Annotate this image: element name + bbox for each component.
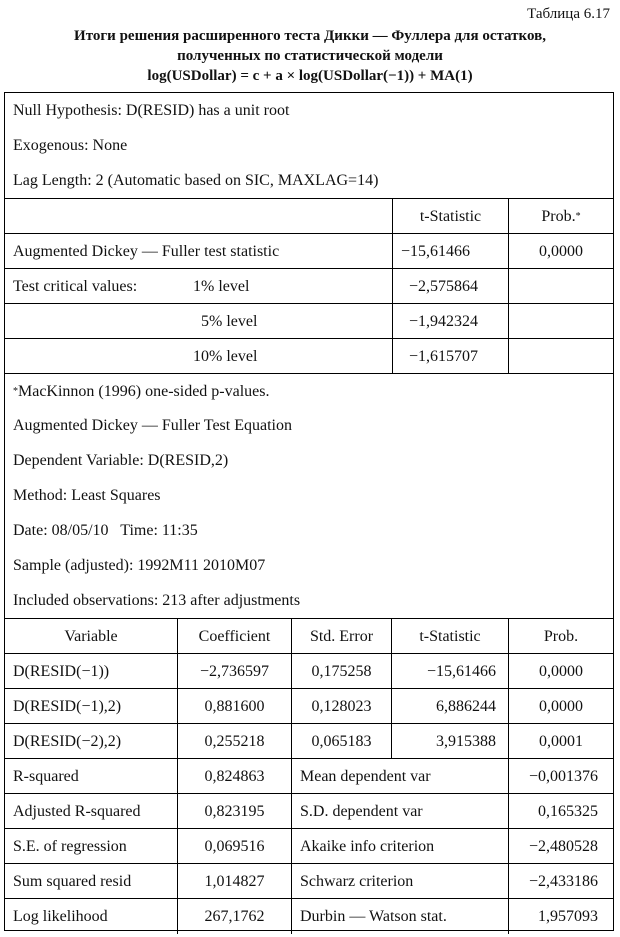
null-hypothesis: Null Hypothesis: D(RESID) has a unit root <box>13 101 290 119</box>
table-number: Таблица 6.17 <box>527 6 610 22</box>
t-statistic-cell: 3,915388 <box>391 724 508 759</box>
col-tstat: t-Statistic <box>392 199 508 234</box>
stat-label: S.D. dependent var <box>291 794 508 829</box>
info-row <box>5 513 613 548</box>
col-variable: Variable <box>64 627 118 645</box>
stat-label: Mean dependent var <box>291 759 508 794</box>
std-error-cell: 0,065183 <box>291 724 391 759</box>
lag-length: Lag Length: 2 (Automatic based on SIC, MAXLAG=14) <box>13 171 379 189</box>
adf-stat-prob: 0,0000 <box>508 234 613 269</box>
method: Method: Least Squares <box>13 486 161 504</box>
crit-prob-empty <box>508 304 613 339</box>
info-row <box>5 408 613 443</box>
mackinnon-note: * MacKinnon (1996) one-sided p-values. <box>13 382 270 400</box>
stat-label: Schwarz criterion <box>291 864 508 899</box>
title-line: полученных по статистической модели <box>177 48 443 64</box>
crit-level: 1% level <box>193 277 250 295</box>
stat-label: R-squared <box>13 767 79 785</box>
coefficient-cell: 0,881600 <box>177 689 291 724</box>
stat-value: −2,433186 <box>508 864 613 899</box>
stat-label: Log likelihood <box>13 907 108 925</box>
info-row <box>5 548 613 583</box>
dependent-variable: Dependent Variable: D(RESID,2) <box>13 451 229 469</box>
stat-label: Durbin — Watson stat. <box>291 899 508 934</box>
info-row <box>5 583 613 618</box>
crit-level: 10% level <box>193 347 258 365</box>
prob-cell: 0,0000 <box>508 654 613 689</box>
crit-level: 5% level <box>201 312 258 330</box>
std-error-cell: 0,175258 <box>291 654 391 689</box>
title-line: Итоги решения расширенного теста Дикки — Фуллера для остатков, <box>74 28 546 44</box>
adf-header-row <box>5 198 613 234</box>
col-prob: Prob. * <box>508 199 613 234</box>
title-line: log(USDollar) = c + a × log(USDollar(−1)) + MA(1) <box>147 68 473 84</box>
info-row <box>5 478 613 513</box>
stat-value: 0,069516 <box>177 829 291 864</box>
std-error-cell: 0,128023 <box>291 689 391 724</box>
stats-row <box>5 793 613 829</box>
table-title <box>0 26 620 86</box>
info-row <box>5 93 613 128</box>
t-statistic-cell: 6,886244 <box>391 689 508 724</box>
info-row <box>5 163 613 198</box>
crit-value: −1,615707 <box>392 339 508 374</box>
crit-value: −1,942324 <box>392 304 508 339</box>
table-row <box>5 653 613 689</box>
stat-value: 0,165325 <box>508 794 613 829</box>
stats-row <box>5 863 613 899</box>
info-row <box>5 443 613 478</box>
variable-cell: D(RESID(−1)) <box>13 662 110 680</box>
adf-stat-row <box>5 233 613 269</box>
stat-value: −0,001376 <box>508 759 613 794</box>
results-table <box>4 92 614 931</box>
prob-cell: 0,0001 <box>508 724 613 759</box>
crit-row <box>5 303 613 339</box>
stats-row <box>5 758 613 794</box>
coefficient-cell: −2,736597 <box>177 654 291 689</box>
coefficient-cell: 0,255218 <box>177 724 291 759</box>
col-std-error: Std. Error <box>291 619 391 654</box>
note-row <box>5 373 613 409</box>
stat-value: −2,480528 <box>508 829 613 864</box>
crit-label: Test critical values: <box>13 277 138 295</box>
stat-label: Adjusted R-squared <box>13 802 141 820</box>
stat-label: Akaike info criterion <box>291 829 508 864</box>
stat-label: Sum squared resid <box>13 872 132 890</box>
date-time: Date: 08/05/10 Time: 11:35 <box>13 521 198 539</box>
exogenous: Exogenous: None <box>13 136 128 154</box>
test-equation: Augmented Dickey — Fuller Test Equation <box>13 416 292 434</box>
stat-value: 0,824863 <box>177 759 291 794</box>
col-coefficient: Coefficient <box>177 619 291 654</box>
stats-row <box>5 898 613 934</box>
crit-prob-empty <box>508 339 613 374</box>
prob-cell: 0,0000 <box>508 689 613 724</box>
col-t-statistic: t-Statistic <box>391 619 508 654</box>
crit-row <box>5 338 613 374</box>
stat-value: 267,1762 <box>177 899 291 934</box>
stat-value: 1,957093 <box>508 899 613 934</box>
coef-header-row <box>5 618 613 654</box>
info-row <box>5 128 613 163</box>
sample: Sample (adjusted): 1992M11 2010M07 <box>13 556 266 574</box>
col-prob: Prob. <box>508 619 613 654</box>
observations: Included observations: 213 after adjustments <box>13 591 301 609</box>
stat-value: 1,014827 <box>177 864 291 899</box>
adf-stat-value: −15,61466 <box>392 234 508 269</box>
variable-cell: D(RESID(−2),2) <box>13 732 122 750</box>
table-row <box>5 723 613 759</box>
variable-cell: D(RESID(−1),2) <box>13 697 122 715</box>
adf-stat-label: Augmented Dickey — Fuller test statistic <box>13 242 280 260</box>
stats-row <box>5 828 613 864</box>
crit-value: −2,575864 <box>392 269 508 304</box>
t-statistic-cell: −15,61466 <box>391 654 508 689</box>
crit-prob-empty <box>508 269 613 304</box>
crit-row <box>5 268 613 304</box>
table-row <box>5 688 613 724</box>
stat-label: S.E. of regression <box>13 837 127 855</box>
stat-value: 0,823195 <box>177 794 291 829</box>
